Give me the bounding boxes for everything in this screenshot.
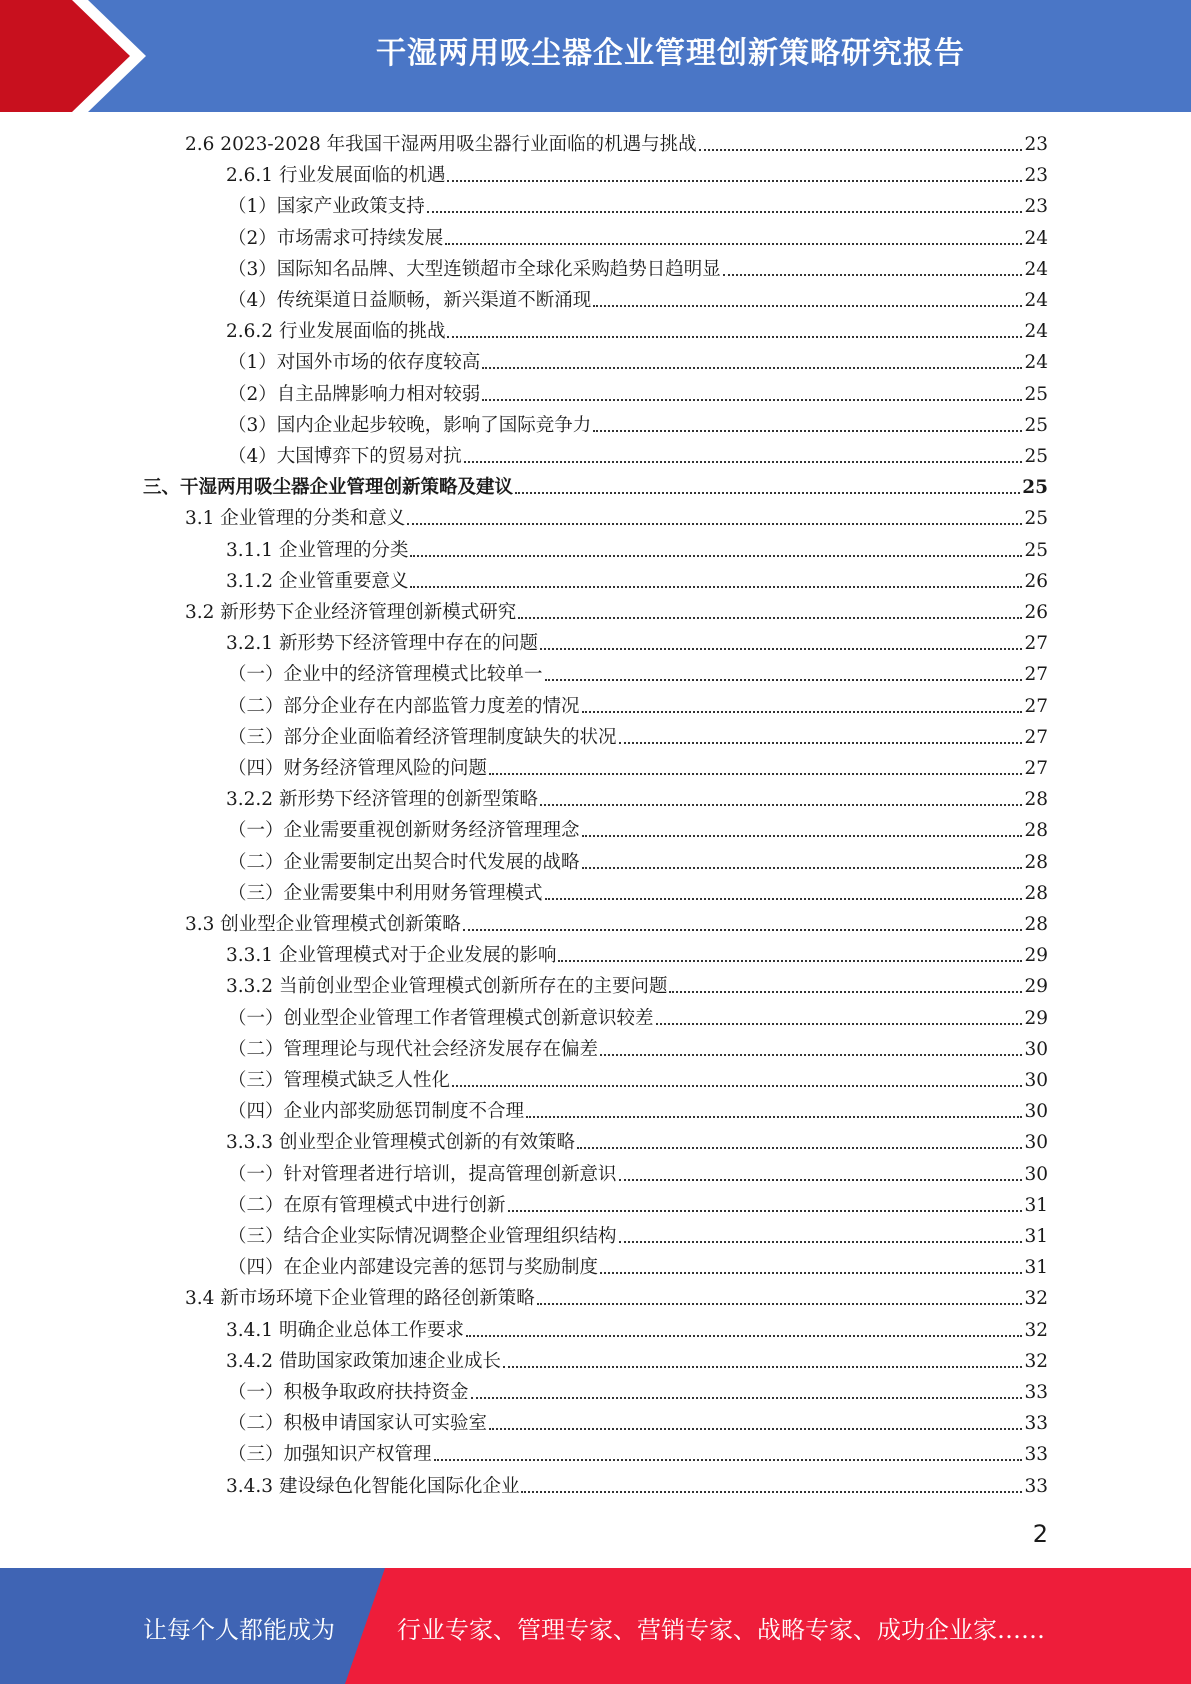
toc-entry-label: （4）大国博弈下的贸易对抗 bbox=[228, 446, 462, 467]
toc-entry[interactable] bbox=[226, 563, 1048, 594]
toc-leader-dots bbox=[447, 180, 1022, 182]
toc-entry-label: （二）企业需要制定出契合时代发展的战略 bbox=[228, 851, 580, 873]
toc-entry[interactable] bbox=[226, 1124, 1048, 1155]
toc-entry[interactable] bbox=[228, 220, 1048, 251]
toc-entry-label: （四）在企业内部建设完善的惩罚与奖励制度 bbox=[228, 1257, 599, 1279]
toc-leader-dots bbox=[515, 492, 1020, 494]
toc-entry[interactable] bbox=[228, 376, 1048, 407]
toc-entry-page: 30 bbox=[1024, 1163, 1048, 1185]
toc-entry[interactable] bbox=[185, 126, 1048, 157]
toc-entry-page: 31 bbox=[1024, 1257, 1048, 1279]
toc-entry-label: （三）管理模式缺乏人性化 bbox=[228, 1070, 451, 1091]
toc-leader-dots bbox=[427, 211, 1023, 213]
toc-entry-label: 3.4.2 借助国家政策加速企业成长 bbox=[226, 1350, 501, 1372]
toc-leader-dots bbox=[521, 1491, 1022, 1493]
toc-entry-page: 28 bbox=[1024, 789, 1048, 811]
toc-entry-page: 25 bbox=[1024, 414, 1048, 436]
toc-leader-dots bbox=[558, 960, 1022, 962]
toc-entry-page: 33 bbox=[1024, 1413, 1048, 1435]
toc-entry-label: （二）在原有管理模式中进行创新 bbox=[228, 1194, 506, 1216]
toc-entry[interactable] bbox=[226, 313, 1048, 344]
toc-entry[interactable] bbox=[228, 1156, 1048, 1187]
toc-leader-dots bbox=[452, 1085, 1022, 1087]
toc-entry[interactable] bbox=[228, 750, 1048, 781]
toc-leader-dots bbox=[545, 679, 1023, 681]
toc-entry[interactable] bbox=[185, 1280, 1048, 1311]
toc-entry-page: 31 bbox=[1024, 1194, 1048, 1216]
toc-entry-label: 3.2.1 新形势下经济管理中存在的问题 bbox=[226, 633, 538, 655]
toc-leader-dots bbox=[464, 461, 1023, 463]
toc-entry[interactable] bbox=[228, 1374, 1048, 1405]
toc-entry-page: 31 bbox=[1024, 1226, 1048, 1247]
toc-leader-dots bbox=[669, 991, 1022, 993]
toc-entry-page: 27 bbox=[1024, 664, 1048, 686]
toc-entry-label: （一）企业中的经济管理模式比较单一 bbox=[228, 664, 543, 686]
toc-entry-label: （3）国际知名品牌、大型连锁超市全球化采购趋势日趋明显 bbox=[228, 258, 721, 280]
toc-leader-dots bbox=[445, 243, 1022, 245]
toc-entry-page: 25 bbox=[1024, 508, 1048, 530]
toc-entry-page: 24 bbox=[1024, 227, 1048, 249]
toc-leader-dots bbox=[619, 742, 1023, 744]
toc-leader-dots bbox=[540, 648, 1022, 650]
toc-entry-page: 26 bbox=[1024, 570, 1048, 592]
toc-entry[interactable] bbox=[226, 1312, 1048, 1343]
toc-leader-dots bbox=[582, 867, 1023, 869]
toc-leader-dots bbox=[410, 555, 1022, 557]
toc-entry[interactable] bbox=[228, 1093, 1048, 1124]
footer-slogan-right: 行业专家、管理专家、营销专家、战略专家、成功企业家…… bbox=[397, 1616, 1045, 1644]
footer-slogan-left: 让每个人都能成为 bbox=[143, 1616, 335, 1644]
toc-entry-page: 25 bbox=[1024, 446, 1048, 467]
toc-entry-page: 24 bbox=[1024, 258, 1048, 280]
toc-leader-dots bbox=[526, 1116, 1022, 1118]
toc-entry[interactable] bbox=[228, 1187, 1048, 1218]
toc-entry[interactable] bbox=[228, 812, 1048, 843]
toc-entry-label: （一）针对管理者进行培训，提高管理创新意识 bbox=[228, 1163, 617, 1185]
toc-entry-label: （3）国内企业起步较晚，影响了国际竞争力 bbox=[228, 414, 592, 436]
toc-leader-dots bbox=[593, 430, 1022, 432]
toc-entry-page: 28 bbox=[1024, 820, 1048, 842]
toc-entry[interactable] bbox=[228, 344, 1048, 375]
toc-entry-label: （2）市场需求可持续发展 bbox=[228, 227, 444, 249]
toc-leader-dots bbox=[503, 1366, 1022, 1368]
toc-entry-page: 32 bbox=[1024, 1350, 1048, 1372]
toc-leader-dots bbox=[482, 399, 1022, 401]
toc-entry[interactable] bbox=[226, 937, 1048, 968]
toc-entry-page: 24 bbox=[1024, 321, 1048, 343]
toc-entry-page: 32 bbox=[1024, 1319, 1048, 1341]
toc-entry[interactable] bbox=[226, 157, 1048, 188]
toc-leader-dots bbox=[582, 835, 1023, 837]
header-chevron-decoration bbox=[0, 0, 160, 112]
toc-leader-dots bbox=[619, 1179, 1023, 1181]
toc-leader-dots bbox=[489, 1428, 1022, 1430]
toc-entry-label: （四）企业内部奖励惩罚制度不合理 bbox=[228, 1101, 525, 1123]
toc-entry-page: 33 bbox=[1024, 1382, 1048, 1403]
toc-entry-label: 2.6.1 行业发展面临的机遇 bbox=[226, 165, 446, 187]
toc-entry[interactable] bbox=[228, 251, 1048, 282]
toc-entry[interactable] bbox=[228, 1000, 1048, 1031]
toc-entry-label: 3.3.3 创业型企业管理模式创新的有效策略 bbox=[226, 1132, 575, 1154]
toc-entry-label: （二）管理理论与现代社会经济发展存在偏差 bbox=[228, 1038, 599, 1060]
toc-leader-dots bbox=[600, 1054, 1022, 1056]
toc-entry-page: 29 bbox=[1024, 1007, 1048, 1029]
toc-entry[interactable] bbox=[228, 1031, 1048, 1062]
document-title: 干湿两用吸尘器企业管理创新策略研究报告 bbox=[376, 36, 965, 71]
toc-entry[interactable] bbox=[228, 875, 1048, 906]
toc-entry[interactable] bbox=[226, 968, 1048, 999]
toc-entry-page: 29 bbox=[1024, 945, 1048, 967]
toc-entry[interactable] bbox=[228, 282, 1048, 313]
toc-entry-page: 25 bbox=[1022, 477, 1048, 499]
toc-entry[interactable] bbox=[226, 625, 1048, 656]
toc-leader-dots bbox=[482, 367, 1022, 369]
toc-entry-page: 23 bbox=[1024, 196, 1048, 218]
toc-entry-page: 30 bbox=[1024, 1132, 1048, 1154]
toc-entry[interactable] bbox=[228, 1218, 1048, 1249]
toc-entry-label: 3.3 创业型企业管理模式创新策略 bbox=[185, 914, 461, 935]
toc-leader-dots bbox=[508, 1210, 1023, 1212]
toc-entry[interactable] bbox=[185, 500, 1048, 531]
toc-entry-page: 25 bbox=[1024, 383, 1048, 405]
toc-leader-dots bbox=[407, 523, 1022, 525]
toc-entry-page: 28 bbox=[1024, 914, 1048, 935]
toc-entry-label: 3.2 新形势下企业经济管理创新模式研究 bbox=[185, 602, 517, 623]
toc-entry-label: 3.2.2 新形势下经济管理的创新型策略 bbox=[226, 789, 538, 811]
toc-entry[interactable] bbox=[228, 1405, 1048, 1436]
toc-entry-page: 27 bbox=[1024, 726, 1048, 748]
toc-entry-page: 27 bbox=[1024, 695, 1048, 717]
toc-leader-dots bbox=[489, 773, 1022, 775]
toc-entry[interactable] bbox=[185, 906, 1048, 937]
toc-entry-label: （2）自主品牌影响力相对较弱 bbox=[228, 383, 481, 405]
toc-leader-dots bbox=[593, 305, 1022, 307]
toc-entry[interactable] bbox=[143, 469, 1048, 500]
toc-entry-page: 25 bbox=[1024, 539, 1048, 561]
toc-entry-label: 2.6 2023-2028 年我国干湿两用吸尘器行业面临的机遇与挑战 bbox=[185, 134, 697, 155]
toc-entry-label: （三）结合企业实际情况调整企业管理组织结构 bbox=[228, 1226, 617, 1247]
toc-entry[interactable] bbox=[228, 1062, 1048, 1093]
toc-entry[interactable] bbox=[226, 1343, 1048, 1374]
toc-leader-dots bbox=[466, 1335, 1022, 1337]
toc-entry-label: （三）加强知识产权管理 bbox=[228, 1444, 432, 1466]
toc-entry[interactable] bbox=[226, 1468, 1048, 1499]
toc-entry-page: 24 bbox=[1024, 352, 1048, 374]
toc-entry[interactable] bbox=[226, 781, 1048, 812]
toc-entry-label: （1）对国外市场的依存度较高 bbox=[228, 352, 481, 374]
toc-entry-page: 33 bbox=[1024, 1475, 1048, 1497]
toc-leader-dots bbox=[600, 1272, 1022, 1274]
toc-entry-page: 23 bbox=[1024, 165, 1048, 187]
toc-entry-page: 27 bbox=[1024, 633, 1048, 655]
toc-entry-label: （4）传统渠道日益顺畅，新兴渠道不断涌现 bbox=[228, 290, 592, 311]
toc-entry[interactable] bbox=[226, 532, 1048, 563]
toc-entry[interactable] bbox=[228, 188, 1048, 219]
toc-entry[interactable] bbox=[228, 656, 1048, 687]
toc-entry-label: 3.4.3 建设绿色化智能化国际化企业 bbox=[226, 1475, 520, 1497]
page-footer bbox=[0, 1568, 1191, 1684]
toc-entry-label: 3.4 新市场环境下企业管理的路径创新策略 bbox=[185, 1288, 535, 1310]
toc-entry[interactable] bbox=[228, 407, 1048, 438]
toc-entry-page: 28 bbox=[1024, 851, 1048, 873]
toc-entry-page: 30 bbox=[1024, 1038, 1048, 1060]
toc-leader-dots bbox=[540, 804, 1022, 806]
toc-leader-dots bbox=[410, 586, 1022, 588]
toc-leader-dots bbox=[463, 929, 1023, 931]
toc-entry-label: 3.1 企业管理的分类和意义 bbox=[185, 508, 406, 530]
toc-entry-label: （二）积极申请国家认可实验室 bbox=[228, 1413, 488, 1435]
toc-leader-dots bbox=[537, 1303, 1023, 1305]
toc-entry-page: 30 bbox=[1024, 1070, 1048, 1091]
toc-leader-dots bbox=[656, 1023, 1023, 1025]
toc-leader-dots bbox=[545, 898, 1023, 900]
toc-leader-dots bbox=[518, 617, 1022, 619]
toc-entry-page: 28 bbox=[1024, 882, 1048, 904]
toc-leader-dots bbox=[699, 149, 1023, 151]
toc-entry[interactable] bbox=[228, 438, 1048, 469]
toc-entry-label: （一）积极争取政府扶持资金 bbox=[228, 1382, 469, 1403]
toc-entry-label: （二）部分企业存在内部监管力度差的情况 bbox=[228, 695, 580, 717]
toc-entry-page: 23 bbox=[1024, 134, 1048, 155]
toc-entry-label: 3.4.1 明确企业总体工作要求 bbox=[226, 1319, 464, 1341]
toc-entry[interactable] bbox=[228, 1436, 1048, 1467]
toc-entry[interactable] bbox=[228, 688, 1048, 719]
toc-leader-dots bbox=[619, 1241, 1023, 1243]
toc-entry-page: 33 bbox=[1024, 1444, 1048, 1466]
toc-leader-dots bbox=[723, 274, 1023, 276]
toc-leader-dots bbox=[471, 1397, 1023, 1399]
toc-entry-label: （一）创业型企业管理工作者管理模式创新意识较差 bbox=[228, 1007, 654, 1029]
toc-entry[interactable] bbox=[228, 844, 1048, 875]
toc-entry-label: （四）财务经济管理风险的问题 bbox=[228, 758, 488, 779]
toc-entry-label: （三）企业需要集中利用财务管理模式 bbox=[228, 882, 543, 904]
toc-entry-page: 29 bbox=[1024, 976, 1048, 998]
toc-entry[interactable] bbox=[228, 719, 1048, 750]
toc-entry-label: （三）部分企业面临着经济管理制度缺失的状况 bbox=[228, 726, 617, 748]
toc-entry[interactable] bbox=[228, 1249, 1048, 1280]
toc-entry[interactable] bbox=[185, 594, 1048, 625]
toc-entry-label: 三、干湿两用吸尘器企业管理创新策略及建议 bbox=[143, 477, 514, 499]
toc-entry-page: 26 bbox=[1024, 602, 1048, 623]
toc-entry-label: （1）国家产业政策支持 bbox=[228, 196, 425, 218]
page-number: 2 bbox=[1032, 1520, 1048, 1548]
toc-leader-dots bbox=[434, 1459, 1023, 1461]
toc-entry-page: 27 bbox=[1024, 758, 1048, 779]
page-header bbox=[0, 0, 1191, 112]
toc-leader-dots bbox=[582, 711, 1023, 713]
toc-entry-label: 3.3.1 企业管理模式对于企业发展的影响 bbox=[226, 945, 557, 967]
toc-entry-label: 2.6.2 行业发展面临的挑战 bbox=[226, 321, 446, 343]
toc-entry-page: 24 bbox=[1024, 290, 1048, 311]
toc-entry-page: 32 bbox=[1024, 1288, 1048, 1310]
toc-entry-label: （一）企业需要重视创新财务经济管理理念 bbox=[228, 820, 580, 842]
toc-leader-dots bbox=[447, 336, 1022, 338]
toc-entry-page: 30 bbox=[1024, 1101, 1048, 1123]
toc-leader-dots bbox=[577, 1147, 1022, 1149]
toc-entry-label: 3.1.2 企业管重要意义 bbox=[226, 570, 409, 592]
toc-entry-label: 3.3.2 当前创业型企业管理模式创新所存在的主要问题 bbox=[226, 976, 668, 998]
toc-entry-label: 3.1.1 企业管理的分类 bbox=[226, 539, 409, 561]
